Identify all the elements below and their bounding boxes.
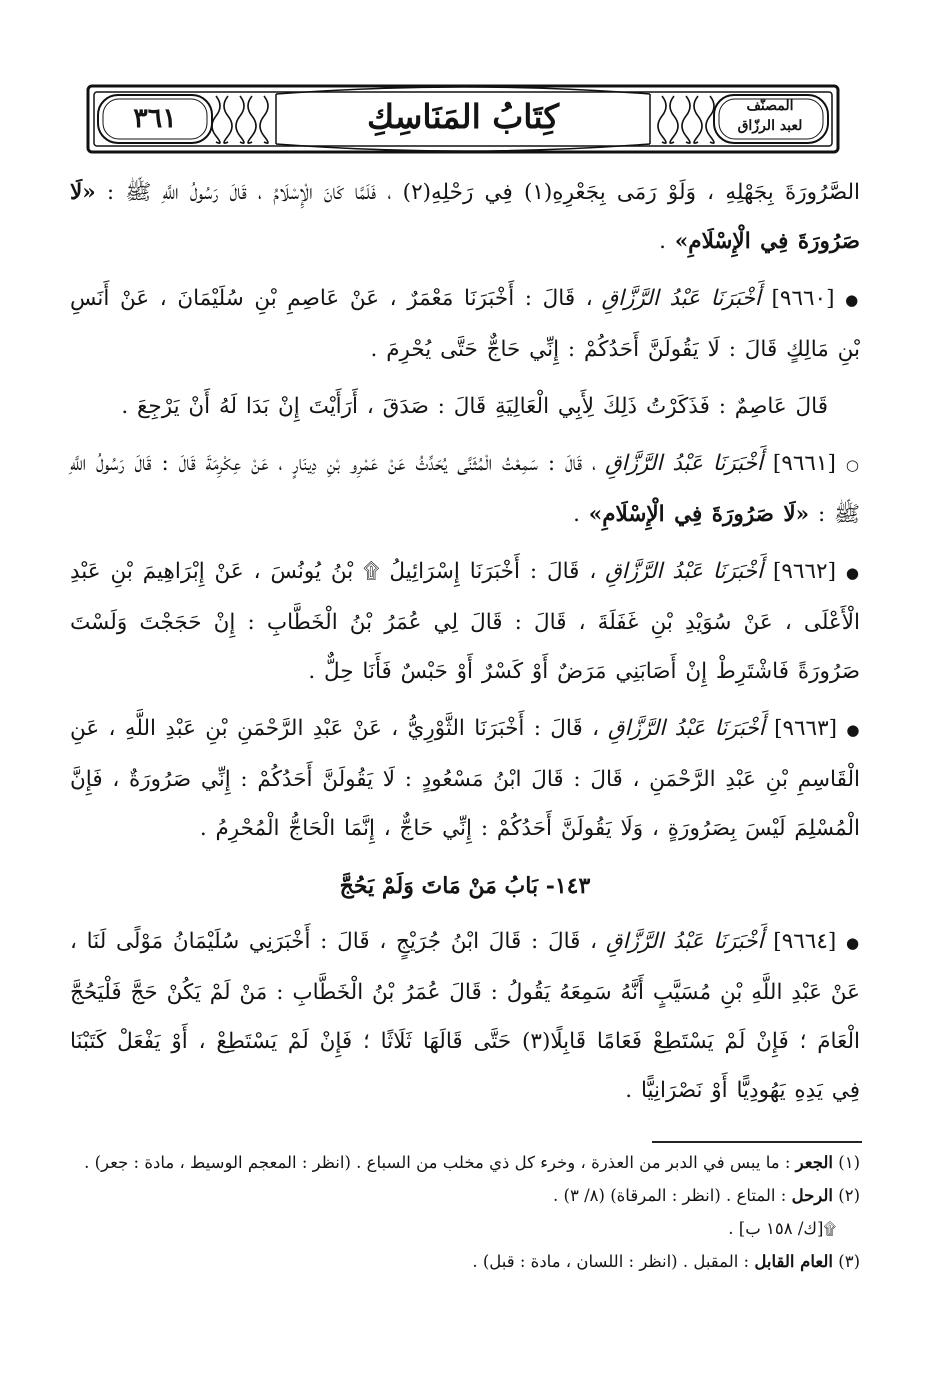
intro-end: . bbox=[659, 229, 675, 254]
hadith-marker: ● bbox=[846, 721, 860, 739]
hadith-end: . bbox=[573, 502, 589, 527]
hadith-isnad: أَخْبَرَنَا عَبْدُ الرَّزَّاقِ bbox=[605, 929, 764, 954]
hadith-isnad: أَخْبَرَنَا عَبْدُ الرَّزَّاقِ bbox=[607, 716, 765, 741]
footnote-number: (١) bbox=[838, 1153, 860, 1172]
main-text bbox=[70, 168, 860, 1123]
footnote-number: (٣) bbox=[838, 1252, 860, 1271]
chapter-heading: ١٤٣- بَابُ مَنْ مَاتَ وَلَمْ يَحُجَّ bbox=[339, 873, 591, 899]
hadith-isnad: أَخْبَرَنَا عَبْدُ الرَّزَّاقِ bbox=[605, 559, 764, 584]
intro-hadith-quote: «لَا صَرُورَةَ فِي الْإِسْلَامِ» bbox=[70, 180, 860, 254]
footnotes bbox=[70, 1146, 860, 1278]
footnote-text: ۩[ك/ ١٥٨ ب] . bbox=[728, 1219, 836, 1238]
hadith-9660-continuation: قَالَ عَاصِمٌ : فَذَكَرْتُ ذَلِكَ لِأَبِي الْعَالِيَةِ قَالَ : صَدَقَ ، أَرَأَيْتَ إِنْ بَدَا لَهُ أَنْ يَرْجِعَ . bbox=[121, 394, 828, 419]
hadith-text: ، قَالَ : قَالَ ابْنُ جُرَيْجٍ ، قَالَ : أَخْبَرَنِي سُلَيْمَانُ مَوْلًى لَنَا ، عَنْ عَبْدِ اللَّهِ بْنِ مُسَيَّبٍ أَنَّهُ سَمِعَهُ يَقُولُ : قَالَ عُمَرُ بْنُ الْخَطَّابِ : مَنْ لَمْ يَكُنْ حَجَّ فَلْيَحُجَّ الْعَامَ ؛ فَإِنْ لَمْ يَسْتَطِعْ فَعَامًا قَابِلًا(٣) حَتَّى قَالَهَا ثَلَاثًا ؛ فَإِنْ لَمْ يَسْتَطِعْ ، أَوْ يَفْعَلْ كَتَبْنَا فِي يَدِهِ يَهُودِيًّا أَوْ نَصْرَانِيًّا . bbox=[70, 929, 860, 1103]
footnote-text: : المتاع . (انظر : المرقاة) (٨/ ٣) . bbox=[553, 1186, 792, 1205]
footnote-manuscript-ref bbox=[70, 1212, 860, 1245]
footnote-term: العام القابل bbox=[754, 1252, 833, 1271]
footnote-3 bbox=[70, 1245, 860, 1278]
hadith-9661 bbox=[70, 439, 860, 539]
footnote-divider bbox=[652, 1141, 862, 1143]
series-emblem bbox=[718, 96, 822, 142]
hadith-isnad: أَخْبَرَنَا عَبْدُ الرَّزَّاقِ bbox=[605, 451, 763, 476]
hadith-9662 bbox=[70, 547, 860, 696]
hadith-isnad: أَخْبَرَنَا عَبْدُ الرَّزَّاقِ bbox=[601, 286, 761, 311]
hadith-number: [٩٦٦٣] bbox=[774, 716, 838, 741]
page-number: ٣٦١ bbox=[133, 103, 177, 134]
hadith-marker: ● bbox=[845, 564, 861, 582]
hadith-marker: ● bbox=[846, 934, 860, 952]
footnote-text: : المقبل . (انظر : اللسان ، مادة : قبل) . bbox=[472, 1252, 755, 1271]
footnote-term: الرحل bbox=[791, 1186, 833, 1205]
hadith-9664 bbox=[70, 917, 860, 1115]
hadith-text: ، قَالَ : أَخْبَرَنَا مَعْمَرٌ ، عَنْ عَاصِمِ بْنِ سُلَيْمَانَ ، عَنْ أَنَسِ بْنِ مَالِكٍ قَالَ : لَا يَقُولَنَّ أَحَدُكُمْ : إِنِّي حَاجٌّ حَتَّى يُحْرِمَ . bbox=[70, 286, 860, 362]
intro-paragraph bbox=[70, 168, 860, 266]
hadith-9660 bbox=[70, 274, 860, 374]
footnote-text: : ما يبس في الدبر من العذرة ، وخرء كل ذي مخلب من السباع . (انظر : المعجم الوسيط ، مادة : جعر) . bbox=[84, 1153, 796, 1172]
book-section-title: كِتَابُ المَنَاسِكِ bbox=[366, 97, 560, 136]
hadith-number: [٩٦٦٤] bbox=[773, 929, 837, 954]
hadith-number: [٩٦٦١] bbox=[772, 451, 836, 476]
emblem-line-2: لعبد الرزّاق bbox=[737, 118, 803, 134]
footnote-2 bbox=[70, 1179, 860, 1212]
footnote-term: الجعر bbox=[795, 1153, 833, 1172]
emblem-line-1: المصنّف bbox=[746, 98, 794, 114]
hadith-marker: ○ bbox=[845, 456, 860, 474]
hadith-text: ، قَالَ : سَمِعْتُ الْمُثَنَّى يُحَدِّثُ عَنْ عَمْرِو بْنِ دِينَارٍ ، عَنْ عِكْرِمَةَ قَالَ : قَالَ رَسُولُ اللَّهِ ﷺ : bbox=[70, 451, 860, 527]
hadith-9663 bbox=[70, 704, 860, 853]
intro-text: الصَّرُورَةَ بِجَهْلِهِ ، وَلَوْ رَمَى بِجَعْرِهِ(١) فِي رَحْلِهِ(٢) ، فَلَمَّا كَانَ الْإِسْلَامُ ، قَالَ رَسُولُ اللَّهِ ﷺ : bbox=[95, 180, 861, 205]
hadith-number: [٩٦٦٢] bbox=[772, 559, 836, 584]
hadith-text: ، قَالَ : أَخْبَرَنَا إِسْرَائِيلُ ۩ بْنُ يُونُسَ ، عَنْ إِبْرَاهِيمَ بْنِ عَبْدِ الْأَعْلَى ، عَنْ سُوَيْدِ بْنِ غَفَلَةَ ، قَالَ : قَالَ لِي عُمَرُ بْنُ الْخَطَّابِ : إِنْ حَجَجْتَ وَلَسْتَ صَرُورَةً فَاشْتَرِطْ إِنْ أَصَابَنِي مَرَضٌ أَوْ كَسْرٌ أَوْ حَبْسٌ فَأَنَا حِلٌّ . bbox=[70, 559, 860, 684]
hadith-text: ، قَالَ : أَخْبَرَنَا الثَّوْرِيُّ ، عَنْ عَبْدِ الرَّحْمَنِ بْنِ عَبْدِ اللَّهِ ، عَنِ الْقَاسِمِ بْنِ عَبْدِ الرَّحْمَنِ ، قَالَ : قَالَ ابْنُ مَسْعُودٍ : لَا يَقُولَنَّ أَحَدُكُمْ : إِنِّي صَرُورَةٌ ، فَإِنَّ الْمُسْلِمَ لَيْسَ بِصَرُورَةٍ ، وَلَا يَقُولَنَّ أَحَدُكُمْ : إِنِّي حَاجٌّ ، إِنَّمَا الْحَاجُّ الْمُحْرِمُ . bbox=[70, 716, 860, 841]
page-header bbox=[86, 82, 840, 156]
hadith-number: [٩٦٦٠] bbox=[771, 286, 835, 311]
footnote-number: (٢) bbox=[838, 1186, 860, 1205]
footnote-1 bbox=[70, 1146, 860, 1179]
hadith-marker: ● bbox=[845, 291, 860, 309]
hadith-quote: «لَا صَرُورَةَ فِي الْإِسْلَامِ» bbox=[588, 502, 810, 527]
